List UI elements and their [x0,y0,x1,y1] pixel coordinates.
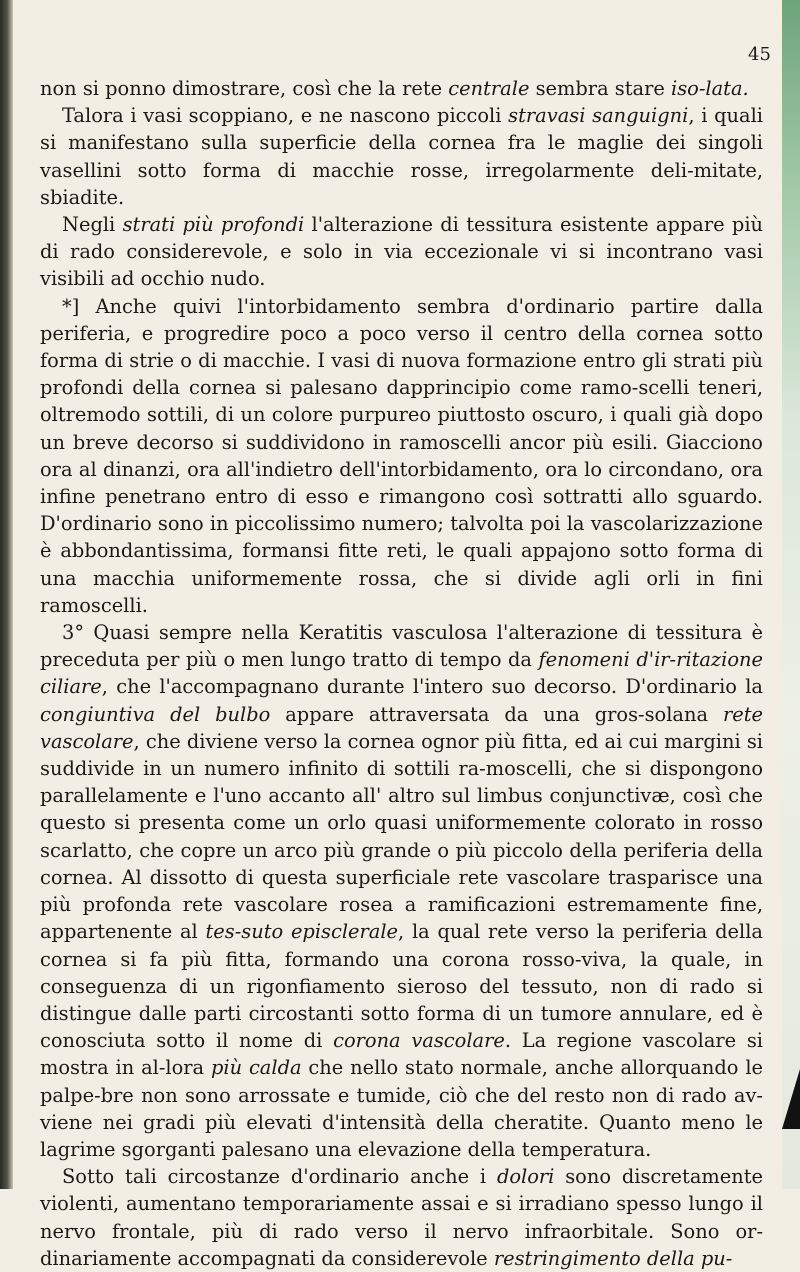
book-gutter-shadow [0,0,13,1189]
text-run: , la qual rete verso la periferia della cornea si fa più fitta, formando una corona rosso-viva, la quale, in conseguenza di un rigonfiamento sieroso del tessuto, non di rado si distingue dalle parti circostanti sotto forma di un tumore annulare, ed è conosciuta sotto il nome di [40,920,763,1053]
paragraph [40,102,763,211]
text-run: . La regione vascolare si mostra in al-lora [40,1029,764,1080]
italic-text: iso-lata. [671,77,749,100]
text-run: *] Anche quivi l'intorbidamento sembra d'ordinario partire dalla periferia, e progredire poco a poco verso il centro della cornea sotto forma di strie o di macchie. I vasi di nuova formazione entro gli strati più profondi della cornea si palesano dapprincipio come ramo-scelli teneri, oltremodo sottili, di un colore purpureo piuttosto oscuro, i quali già dopo un breve decorso si suddividono in ramoscelli ancor più esili. Giacciono ora al dinanzi, ora all'indietro dell'intorbidamento, ora lo circondano, ora infine penetrano entro di esso e rimangono così sottratti allo sguardo. D'ordinario sono in piccolissimo numero; talvolta poi la vascolarizzazione è abbondantissima, formansi fitte reti, le quali appajono sotto forma di una macchia uniformemente rossa, che si divide agli orli in fini ramoscelli. [40,294,763,617]
paragraph [40,619,763,1163]
text-run: , i quali si manifestano sulla superficie della cornea fra le maglie dei singoli vasellini sotto forma di macchie rosse, irregolarmente deli-mitate, sbiadite. [40,104,763,209]
paragraph [40,293,763,619]
body-text [40,75,763,1272]
italic-text: restringimento della pu- [493,1246,733,1270]
paragraph [40,1163,763,1272]
page-number: 45 [748,44,771,65]
paragraph [40,75,763,102]
italic-text: tes-suto episclerale [205,920,399,944]
text-run: appare attraversata da una gros-solana [270,702,723,726]
italic-text: dolori [496,1165,555,1189]
italic-text: fenomeni d'ir-ritazione ciliare [40,648,763,699]
page-corner-shadow [782,1069,800,1129]
text-run: Sotto tali circostanze d'ordinario anche i [62,1165,497,1189]
text-run: non si ponno dimostrare, così che la rete [40,77,449,100]
italic-text: stravasi sanguigni [508,104,689,128]
text-run: 3° Quasi sempre nella Keratitis vasculosa l'alterazione di tessitura è preceduta per più o men lungo tratto di tempo da [40,621,763,672]
text-run: sono discretamente violenti, aumentano temporariamente assai e si irradiano spesso lungo il nervo frontale, più di rado verso il nervo infraorbitale. Sono or-dinariamente accompagnati da considerevole [40,1165,764,1270]
text-run: che nello stato normale, anche allorquando le palpe-bre non sono arrossate e tumide, ciò che del resto non di rado av-viene nei gradi più elevati d'intensità della cheratite. Quanto meno le lagrime sgorganti palesano una elevazione della temperatura. [40,1056,763,1161]
italic-text: strati più profondi [122,213,305,237]
text-run: , che diviene verso la cornea ognor più fitta, ed ai cui margini si suddivide in un numero infinito di sottili ra-moscelli, che si dispongono parallelamente e l'uno accanto all' altro sul limbus conjunctivæ, così che questo si presenta come un orlo quasi uniformemente colorato in rosso scarlatto, che copre un arco più grande o più piccolo della periferia della cornea. Al dissotto di questa superficiale rete vascolare trasparisce una più profonda rete vascolare rosea a ramificazioni estremamente fine, appartenente al [40,729,763,944]
text-run: Negli [62,213,123,237]
italic-text: corona vascolare [333,1029,505,1053]
page-edge-strip [782,0,800,1189]
italic-text: centrale [448,77,530,100]
italic-text: più calda [210,1056,302,1080]
text-run: , che l'accompagnano durante l'intero suo decorso. D'ordinario la [101,675,763,699]
italic-text: rete vascolare [40,702,763,753]
text-run: Talora i vasi scoppiano, e ne nascono piccoli [62,104,509,128]
italic-text: congiuntiva del bulbo [40,702,271,726]
text-run: sembra stare [529,77,672,100]
text-run: l'alterazione di tessitura esistente appare più di rado considerevole, e solo in via eccezionale vi si incontrano vasi visibili ad occhio nudo. [40,213,764,291]
paragraph [40,211,763,293]
